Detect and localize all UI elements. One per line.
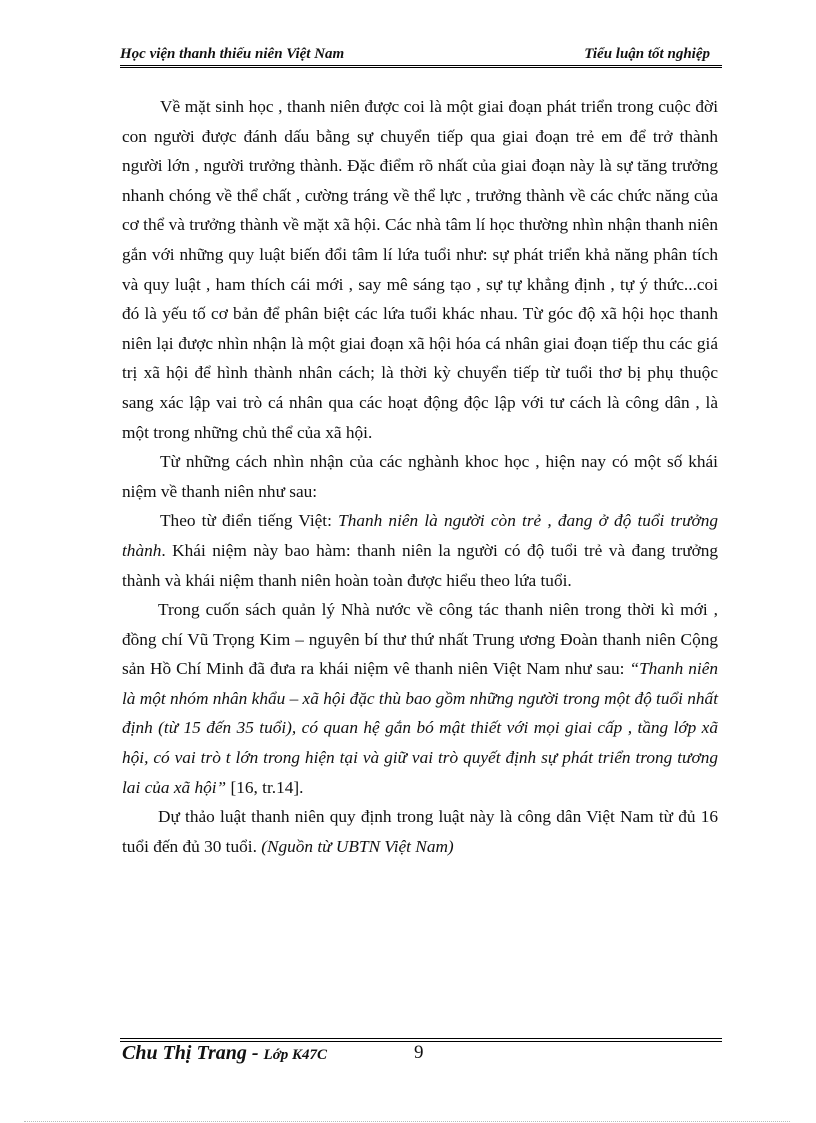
dictionary-explanation: . Khái niệm này bao hàm: thanh niên la người có độ tuổi trẻ và đang trưởng thành và khái niệm thanh niên hoàn toàn được hiểu theo lứa tuổi. bbox=[122, 540, 718, 590]
footer-author-block bbox=[122, 1042, 327, 1065]
dictionary-quote: Thanh niên là người còn trẻ , đang ở độ tuổi trưởng thành bbox=[122, 511, 718, 560]
state-management-quote: “Thanh niên là một nhóm nhân khẩu – xã hội đặc thù bao gồm những người trong một độ tuổi nhất định (từ 15 đến 35 tuổi), có quan hệ gắn bó mật thiết với mọi giai cấp , tầng lớp xã hội, có vai trò t lớn trong hiện tại và giữ vai trò quyết định sự phát triển trong tương lai của xã hội” bbox=[122, 659, 719, 797]
draft-law-text: Dự thảo luật thanh niên quy định trong luật này là công dân Việt Nam từ đủ 16 tuổi đến đủ 30 tuổi. bbox=[122, 807, 718, 856]
dictionary-lead: Theo từ điển tiếng Việt: bbox=[160, 511, 339, 531]
header-institution: Học viện thanh thiếu niên Việt Nam bbox=[120, 46, 345, 62]
footer-class: Lớp K47C bbox=[263, 1047, 328, 1063]
paragraph-dictionary-definition bbox=[122, 506, 718, 595]
paragraph-draft-law bbox=[122, 802, 718, 861]
page-body bbox=[122, 92, 718, 861]
page-footer bbox=[120, 1042, 722, 1068]
paragraph-biology: Về mặt sinh học , thanh niên được coi là một giai đoạn phát triển trong cuộc đời con người được đánh dấu bằng sự chuyển tiếp qua giai đoạn trẻ em để trở thành người lớn , người trưởng thành. Đặc điểm rõ nhất của giai đoạn này là sự tăng trưởng nhanh chóng về thể chất , cường tráng về thể lực , trưởng thành về các chức năng của cơ thể và trưởng thành về mặt xã hội. Các nhà tâm lí học thường nhìn nhận thanh niên gắn với những quy luật biến đổi tâm lí lứa tuổi như: sự phát triển khả năng phân tích và quy luật , ham thích cái mới , say mê sáng tạo , sự tự khẳng định , tự ý thức...coi đó là yếu tố cơ bản để phân biệt các lứa tuổi khác nhau. Từ góc độ xã hội học thanh niên lại được nhìn nhận là một giai đoạn xã hội hóa cá nhân giai đoạn tiếp thu các giá trị xã hội để hình thành nhân cách; là thời kỳ chuyển tiếp từ tuổi thơ bị phụ thuộc sang xác lập vai trò cá nhân qua các hoạt động độc lập với tư cách là công dân , là một trong những chủ thể của xã hội. bbox=[122, 97, 718, 442]
page-number: 9 bbox=[414, 1042, 424, 1063]
header-doc-type: Tiểu luận tốt nghiệp bbox=[584, 46, 710, 62]
page-header bbox=[120, 46, 722, 66]
paragraph-state-management bbox=[122, 595, 718, 802]
paragraph-concepts-intro: Từ những cách nhìn nhận của các nghành khoc học , hiện nay có một số khái niệm về thanh niên như sau: bbox=[122, 452, 718, 501]
citation: [16, tr.14]. bbox=[226, 777, 304, 797]
footer-rule bbox=[120, 1038, 722, 1039]
header-rule-double bbox=[120, 67, 722, 68]
header-rule bbox=[120, 65, 722, 66]
state-management-lead: Trong cuốn sách quản lý Nhà nước về công tác thanh niên trong thời kì mới , đồng chí Vũ Trọng Kim – nguyên bí thư thứ nhất Trung ương Đoàn thanh niên Cộng sản Hồ Chí Minh đã đưa ra khái niệm vê thanh niên Việt Nam như sau: bbox=[122, 600, 718, 679]
source-note: (Nguồn từ UBTN Việt Nam) bbox=[261, 836, 454, 856]
page-boundary-line bbox=[24, 1121, 790, 1122]
footer-author: Chu Thị Trang - bbox=[122, 1042, 264, 1064]
